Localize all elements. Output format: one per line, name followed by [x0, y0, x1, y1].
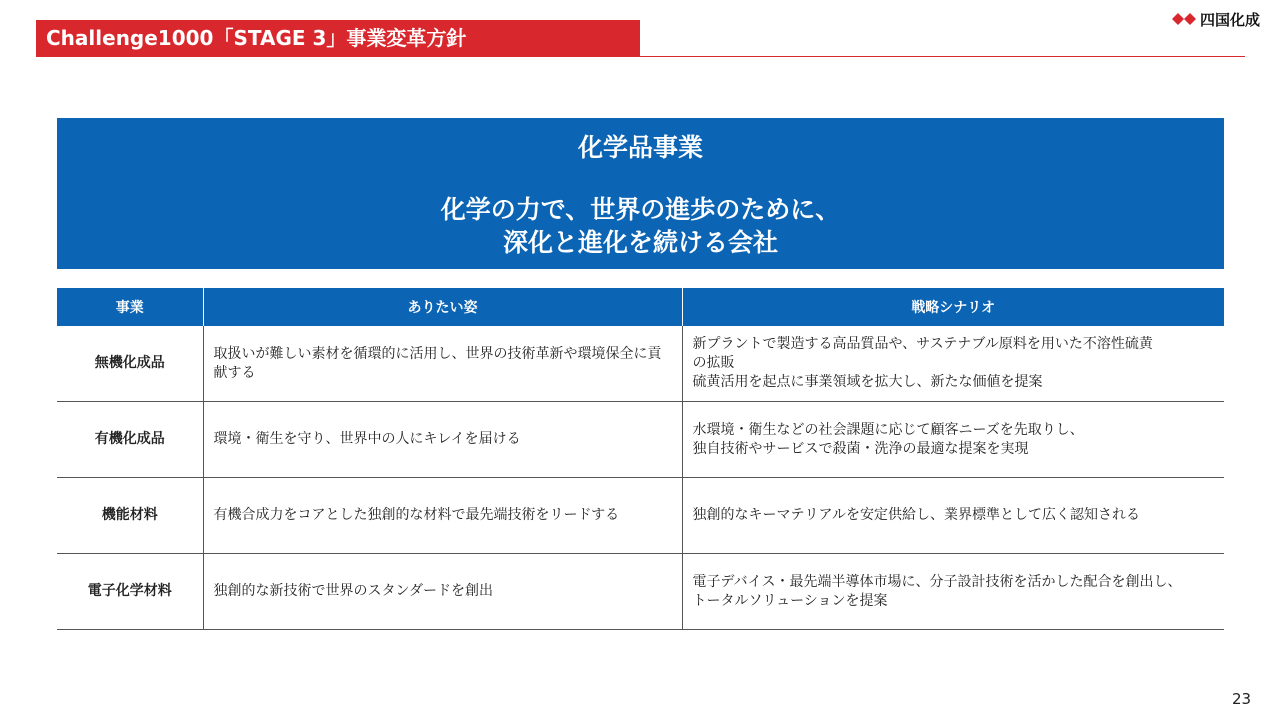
- table-row: [57, 402, 1224, 478]
- strategy-text: [682, 554, 1224, 630]
- diamond-pair-icon: [1172, 11, 1196, 27]
- table-row: [57, 326, 1224, 402]
- business-name: 有機化成品: [57, 402, 203, 478]
- page-number: 23: [1232, 690, 1252, 708]
- strategy-text: [682, 326, 1224, 402]
- strategy-line: 硫黄活用を起点に事業領域を拡大し、新たな価値を提案: [692, 374, 1043, 390]
- strategy-line: 水環境・衛生などの社会課題に応じて顧客ニーズを先取りし、: [692, 421, 1084, 438]
- business-name: 無機化成品: [57, 326, 203, 402]
- strategy-line: の拡販: [692, 355, 735, 371]
- strategy-text: [682, 402, 1224, 478]
- banner-title: 化学品事業: [577, 133, 703, 162]
- strategy-line: 電子デバイス・最先端半導体市場に、分子設計技術を活かした配合を創出し、: [692, 573, 1182, 590]
- strategy-line: 独自技術やサービスで殺菌・洗浄の最適な提案を実現: [692, 440, 1029, 457]
- vision-text: 独創的な新技術で世界のスタンダードを創出: [203, 554, 682, 630]
- table-row: [57, 554, 1224, 630]
- banner-slogan-line-2: 深化と進化を続ける会社: [502, 228, 778, 257]
- vision-text: 取扱いが難しい素材を循環的に活用し、世界の技術革新や環境保全に貢献する: [203, 326, 682, 402]
- vision-text: 有機合成力をコアとした独創的な材料で最先端技術をリードする: [203, 478, 682, 554]
- company-logo: [1172, 9, 1260, 29]
- business-strategy-table: [57, 288, 1224, 630]
- slide-title: Challenge1000「STAGE 3」事業変革方針: [46, 26, 467, 50]
- header-divider: [36, 56, 1245, 57]
- business-name: 機能材料: [57, 478, 203, 554]
- column-header-vision: ありたい姿: [203, 288, 682, 326]
- strategy-line: トータルソリューションを提案: [692, 592, 888, 609]
- strategy-line: 新プラントで製造する高品質品や、サステナブル原料を用いた不溶性硫黄: [692, 336, 1153, 352]
- column-header-strategy: 戦略シナリオ: [682, 288, 1224, 326]
- table-header-row: [57, 288, 1224, 326]
- table-row: [57, 478, 1224, 554]
- header-bar: [36, 20, 640, 57]
- column-header-business: 事業: [57, 288, 203, 326]
- division-banner: [57, 118, 1224, 269]
- logo-text: 四国化成: [1200, 10, 1261, 29]
- strategy-text: [682, 478, 1224, 554]
- banner-slogan-line-1: 化学の力で、世界の進歩のために、: [440, 195, 841, 224]
- strategy-line: 独創的なキーマテリアルを安定供給し、業界標準として広く認知される: [692, 507, 1140, 523]
- vision-text: 環境・衛生を守り、世界中の人にキレイを届ける: [203, 402, 682, 478]
- business-name: 電子化学材料: [57, 554, 203, 630]
